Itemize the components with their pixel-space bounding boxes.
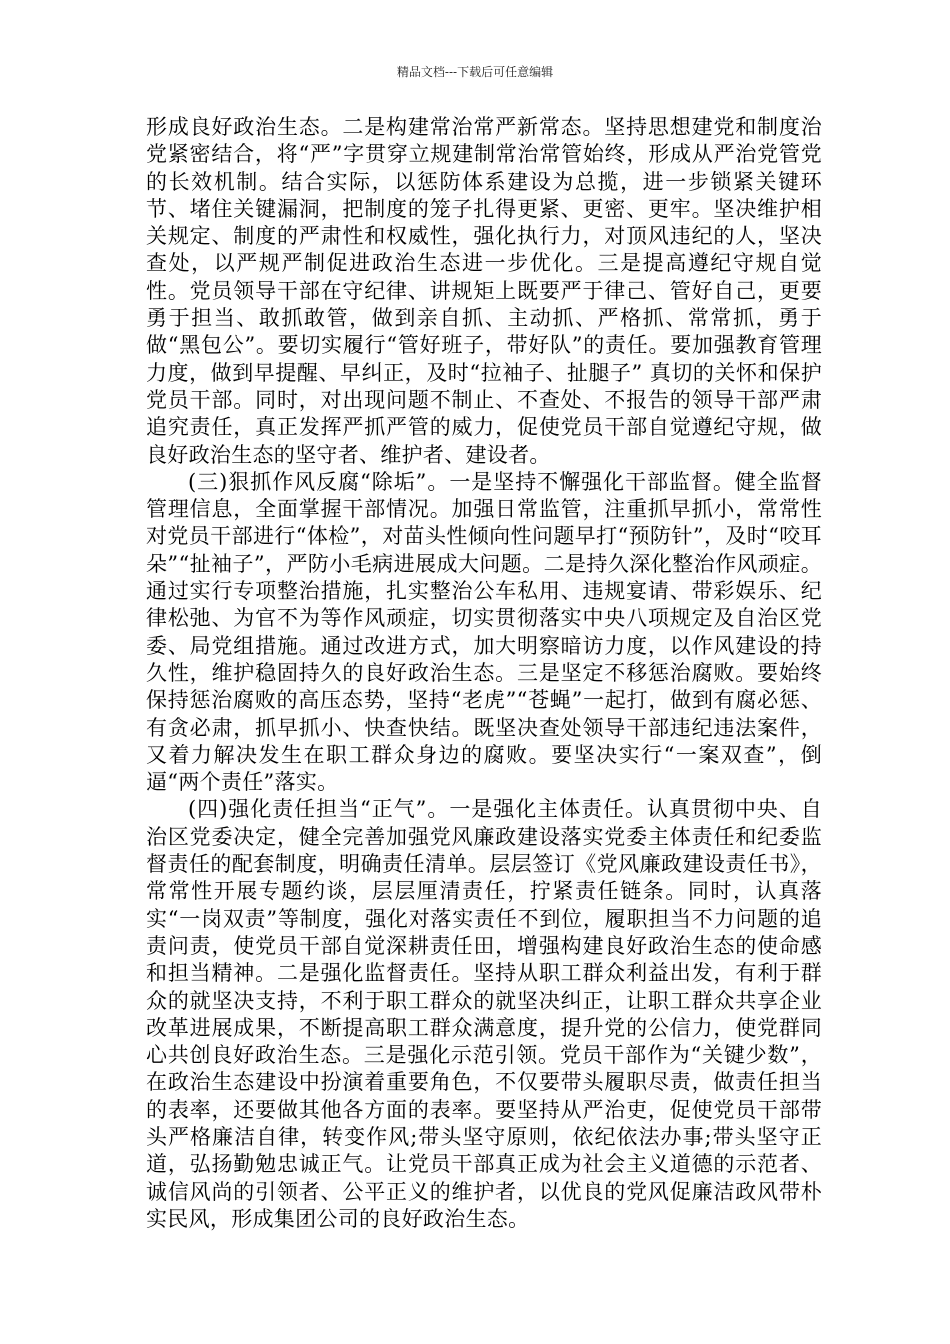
paragraph: (三)狠抓作风反腐“除垢”。一是坚持不懈强化干部监督。健全监督管理信息，全面掌握干部情况。加强日常监管，注重抓早抓小，常常性对党员干部进行“体检”，对苗头性倾向性问题早打“预防针”，及时“咬耳朵”“扯袖子”，严防小毛病进展成大问题。二是持久深化整治作风顽症。通过实行专项整治措施，扎实整治公车私用、违规宴请、带彩娱乐、纪律松弛、为官不为等作风顽症，切实贯彻落实中央八项规定及自治区党委、局党组措施。通过改进方式，加大明察暗访力度，以作风建设的持久性，维护稳固持久的良好政治生态。三是坚定不移惩治腐败。要始终保持惩治腐败的高压态势，坚持“老虎”“苍蝇”一起打，做到有腐必惩、有贪必肃，抓早抓小、快查快结。既坚决查处领导干部违纪违法案件，又着力解决发生在职工群众身边的腐败。要坚决实行“一案双查”，倒逼“两个责任”落实。: [146, 469, 822, 795]
paragraph: 形成良好政治生态。二是构建常治常严新常态。坚持思想建党和制度治党紧密结合，将“严”字贯穿立规建制常治常管始终，形成从严治党管党的长效机制。结合实际，以惩防体系建设为总揽，进一步锁紧关键环节、堵住关键漏洞，把制度的笼子扎得更紧、更密、更牢。坚决维护相关规定、制度的严肃性和权威性，强化执行力，对顶风违纪的人，坚决查处，以严规严制促进政治生态进一步优化。三是提高遵纪守规自觉性。党员领导干部在守纪律、讲规矩上既要严于律己、管好自己，更要勇于担当、敢抓敢管，做到亲自抓、主动抓、严格抓、常常抓，勇于做“黑包公”。要切实履行“管好班子，带好队”的责任。要加强教育管理力度，做到早提醒、早纠正，及时“拉袖子、扯腿子” 真切的关怀和保护党员干部。同时，对出现问题不制止、不查处、不报告的领导干部严肃追究责任，真正发挥严抓严管的威力，促使党员干部自觉遵纪守规，做良好政治生态的坚守者、维护者、建设者。: [146, 115, 822, 467]
document-body: [146, 114, 822, 1233]
paragraph: (四)强化责任担当“正气”。一是强化主体责任。认真贯彻中央、自治区党委决定，健全完善加强党风廉政建设落实党委主体责任和纪委监督责任的配套制度，明确责任清单。层层签订《党风廉政建设责任书》，常常性开展专题约谈，层层厘清责任，拧紧责任链条。同时，认真落实“一岗双责”等制度，强化对落实责任不到位，履职担当不力问题的追责问责，使党员干部自觉深耕责任田，增强构建良好政治生态的使命感和担当精神。二是强化监督责任。坚持从职工群众利益出发，有利于群众的就坚决支持，不利于职工群众的就坚决纠正，让职工群众共享企业改革进展成果，不断提高职工群众满意度，提升党的公信力，使党群同心共创良好政治生态。三是强化示范引领。党员干部作为“关键少数”，在政治生态建设中扮演着重要角色，不仅要带头履职尽责，做责任担当的表率，还要做其他各方面的表率。要坚持从严治吏，促使党员干部带头严格廉洁自律，转变作风;带头坚守原则，依纪依法办事;带头坚守正道，弘扬勤勉忠诚正气。让党员干部真正成为社会主义道德的示范者、诚信风尚的引领者、公平正义的维护者，以优良的党风促廉洁政风带朴实民风，形成集团公司的良好政治生态。: [146, 797, 822, 1231]
page-header: 精品文档---下载后可任意编辑: [396, 65, 554, 79]
